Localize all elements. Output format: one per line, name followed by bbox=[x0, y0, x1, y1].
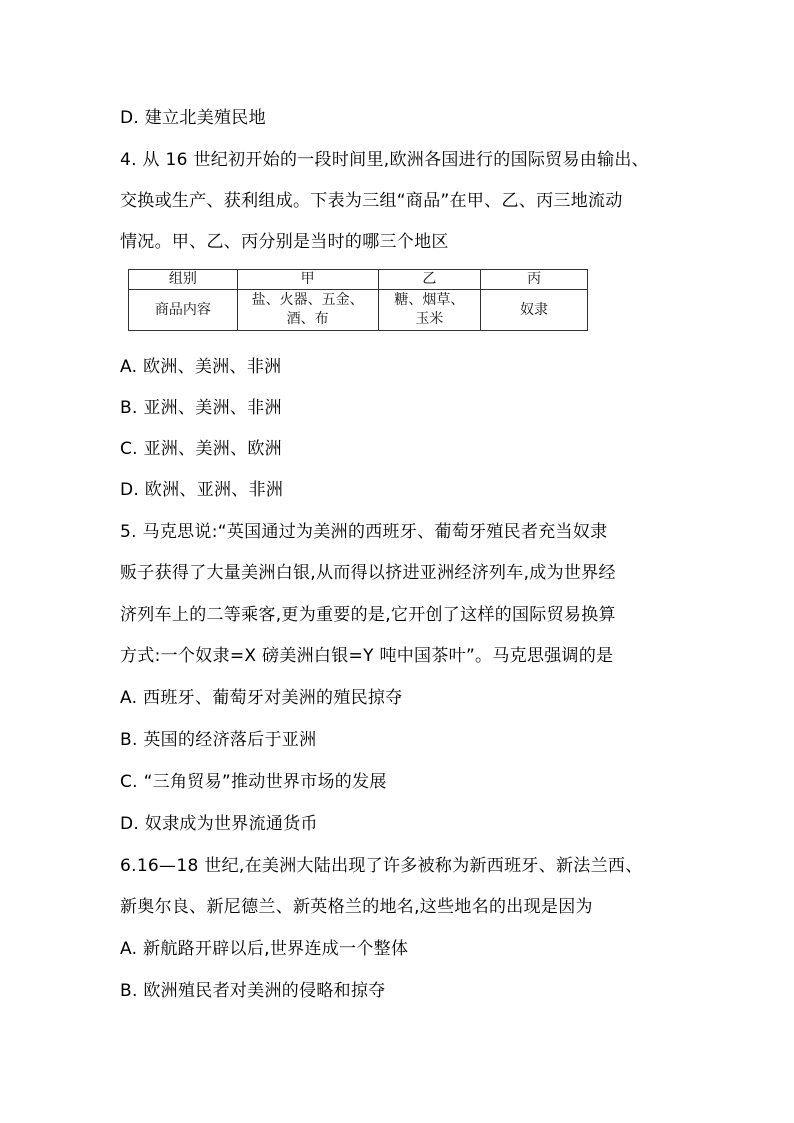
q4-option-b: B. 亚洲、美洲、非洲 bbox=[120, 398, 282, 418]
table-header-cell: 组别 bbox=[129, 270, 238, 290]
q4-option-a: A. 欧洲、美洲、非洲 bbox=[120, 357, 282, 377]
q5-option-c: C. “三角贸易”推动世界市场的发展 bbox=[120, 772, 387, 792]
q5-stem-line-2: 贩子获得了大量美洲白银,从而得以挤进亚洲经济列车,成为世界经 bbox=[120, 563, 616, 583]
table-cell bbox=[378, 290, 481, 331]
cell-line: 糖、烟草、 bbox=[394, 292, 465, 308]
q5-stem-line-3: 济列车上的二等乘客,更为重要的是,它开创了这样的国际贸易换算 bbox=[120, 605, 616, 625]
q3-option-d: D. 建立北美殖民地 bbox=[120, 108, 266, 128]
table-header-cell: 丙 bbox=[481, 270, 588, 290]
table-header-row bbox=[129, 270, 588, 290]
table-header-cell: 乙 bbox=[378, 270, 481, 290]
q6-option-b: B. 欧洲殖民者对美洲的侵略和掠夺 bbox=[120, 981, 386, 1001]
goods-flow-table bbox=[128, 269, 588, 331]
table-row bbox=[129, 290, 588, 331]
q4-option-c: C. 亚洲、美洲、欧洲 bbox=[120, 439, 282, 459]
q6-stem-line-2: 新奥尔良、新尼德兰、新英格兰的地名,这些地名的出现是因为 bbox=[120, 897, 593, 917]
q4-stem-line-3: 情况。甲、乙、丙分别是当时的哪三个地区 bbox=[120, 232, 449, 252]
table-cell bbox=[237, 290, 378, 331]
table-header-cell: 甲 bbox=[237, 270, 378, 290]
cell-line: 酒、布 bbox=[286, 311, 329, 327]
q5-option-d: D. 奴隶成为世界流通货币 bbox=[120, 814, 318, 834]
table-cell bbox=[481, 290, 588, 331]
cell-line: 玉米 bbox=[415, 311, 444, 327]
q4-stem-line-2: 交换或生产、获利组成。下表为三组“商品”在甲、乙、丙三地流动 bbox=[120, 191, 623, 211]
q5-stem-line-1: 5. 马克思说:“英国通过为美洲的西班牙、葡萄牙殖民者充当奴隶 bbox=[120, 522, 608, 542]
cell-line: 盐、火器、五金、 bbox=[251, 292, 364, 308]
cell-line: 奴隶 bbox=[520, 301, 549, 318]
table-row-label: 商品内容 bbox=[129, 290, 238, 331]
q4-option-d: D. 欧洲、亚洲、非洲 bbox=[120, 480, 284, 500]
q6-option-a: A. 新航路开辟以后,世界连成一个整体 bbox=[120, 939, 409, 959]
q6-stem-line-1: 6.16—18 世纪,在美洲大陆出现了许多被称为新西班牙、新法兰西、 bbox=[120, 856, 643, 876]
q5-stem-line-4: 方式:一个奴隶=X 磅美洲白银=Y 吨中国茶叶”。马克思强调的是 bbox=[120, 646, 614, 666]
q4-stem-line-1: 4. 从 16 世纪初开始的一段时间里,欧洲各国进行的国际贸易由输出、 bbox=[120, 150, 649, 170]
q5-option-b: B. 英国的经济落后于亚洲 bbox=[120, 730, 317, 750]
q5-option-a: A. 西班牙、葡萄牙对美洲的殖民掠夺 bbox=[120, 688, 403, 708]
